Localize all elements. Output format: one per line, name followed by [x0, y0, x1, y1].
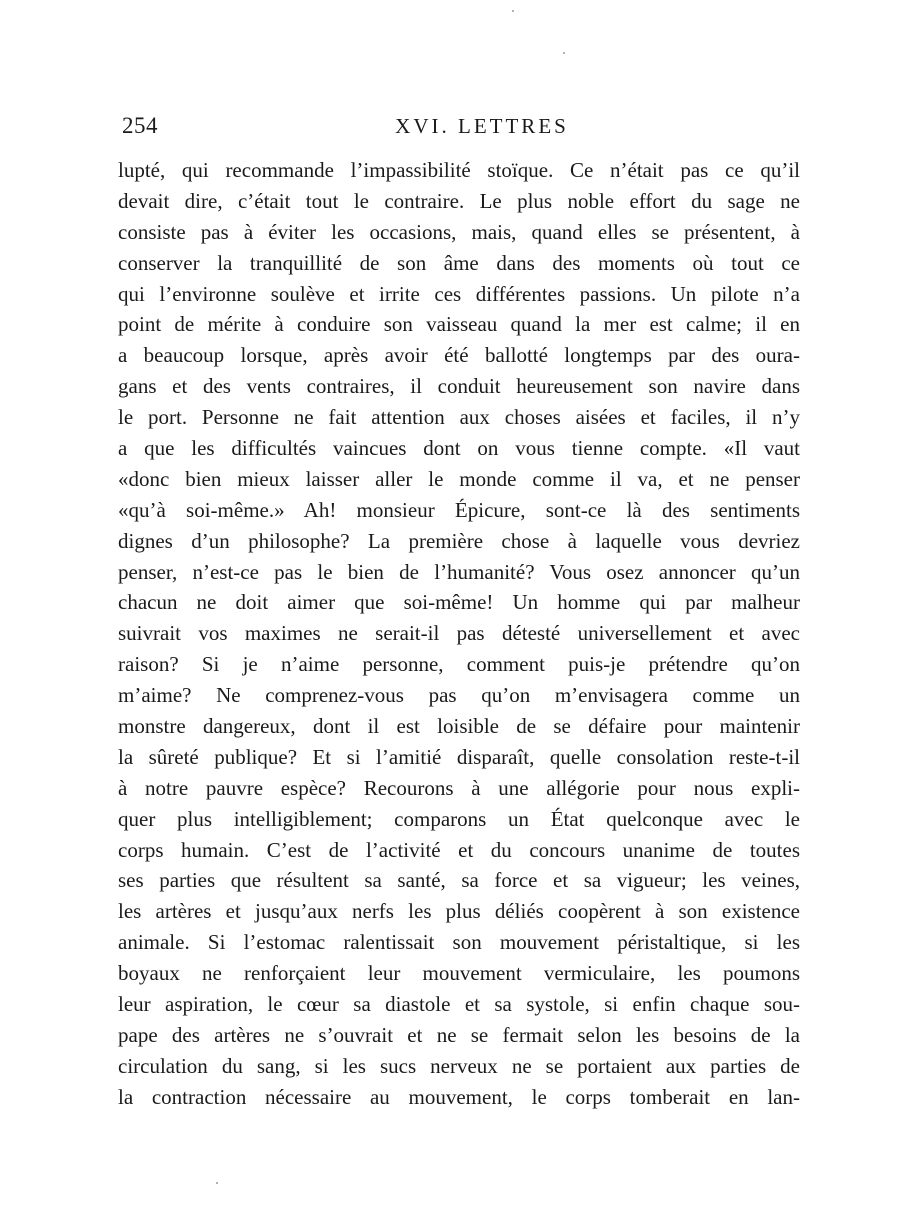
text-line: corps humain. C’est de l’activité et du concours unanime de toutes	[118, 837, 800, 862]
text-line: devait dire, c’était tout le contraire. Le plus noble effort du sage ne	[118, 188, 800, 213]
text-line: «qu’à soi-même.» Ah! monsieur Épicure, sont-ce là des sentiments	[118, 497, 800, 522]
text-line: m’aime? Ne comprenez-vous pas qu’on m’envisagera comme un	[118, 683, 800, 708]
text-line: la sûreté publique? Et si l’amitié disparaît, quelle consolation reste-t-il	[118, 744, 800, 769]
text-line: a beaucoup lorsque, après avoir été ballotté longtemps par des oura-	[118, 343, 800, 368]
text-line: le port. Personne ne fait attention aux choses aisées et faciles, il n’y	[118, 405, 800, 430]
text-line: pape des artères ne s’ouvrait et ne se fermait selon les besoins de la	[118, 1022, 800, 1047]
text-line: «donc bien mieux laisser aller le monde comme il va, et ne penser	[118, 466, 800, 491]
text-line: à notre pauvre espèce? Recourons à une allégorie pour nous expli-	[118, 775, 800, 800]
text-line: a que les difficultés vaincues dont on vous tienne compte. «Il vaut	[118, 436, 800, 461]
text-line: raison? Si je n’aime personne, comment puis-je prétendre qu’on	[118, 652, 800, 677]
text-line: chacun ne doit aimer que soi-même! Un homme qui par malheur	[118, 590, 800, 615]
text-line: qui l’environne soulève et irrite ces différentes passions. Un pilote n’a	[118, 281, 800, 306]
text-line: dignes d’un philosophe? La première chose à laquelle vous devriez	[118, 528, 800, 553]
text-line: circulation du sang, si les sucs nerveux ne se portaient aux parties de	[118, 1053, 800, 1078]
paper-speck	[216, 1182, 218, 1184]
text-line: leur aspiration, le cœur sa diastole et sa systole, si enfin chaque sou-	[118, 992, 800, 1017]
running-title: XVI. LETTRES	[395, 114, 569, 138]
page-number: 254	[122, 113, 158, 138]
text-line: quer plus intelligiblement; comparons un État quelconque avec le	[118, 806, 800, 831]
text-line: point de mérite à conduire son vaisseau quand la mer est calme; il en	[118, 312, 800, 337]
text-line: conserver la tranquillité de son âme dans des moments où tout ce	[118, 250, 800, 275]
text-line: boyaux ne renforçaient leur mouvement vermiculaire, les poumons	[118, 961, 800, 986]
text-line: gans et des vents contraires, il conduit heureusement son navire dans	[118, 374, 800, 399]
text-line: lupté, qui recommande l’impassibilité stoïque. Ce n’était pas ce qu’il	[118, 158, 800, 182]
running-head	[122, 113, 802, 143]
text-line: monstre dangereux, dont il est loisible de se défaire pour maintenir	[118, 714, 800, 739]
text-line: les artères et jusqu’aux nerfs les plus déliés coopèrent à son existence	[118, 899, 800, 924]
body-text	[118, 155, 800, 1113]
text-line: consiste pas à éviter les occasions, mais, quand elles se présentent, à	[118, 219, 800, 244]
text-line: suivrait vos maximes ne serait-il pas détesté universellement et avec	[118, 621, 800, 646]
text-line: animale. Si l’estomac ralentissait son mouvement péristaltique, si les	[118, 930, 800, 955]
text-line: ses parties que résultent sa santé, sa force et sa vigueur; les veines,	[118, 868, 800, 893]
paper-speck	[563, 52, 565, 54]
text-line: la contraction nécessaire au mouvement, le corps tomberait en lan-	[118, 1084, 800, 1109]
text-line: penser, n’est-ce pas le bien de l’humanité? Vous osez annoncer qu’un	[118, 559, 800, 584]
paper-speck	[512, 10, 514, 12]
